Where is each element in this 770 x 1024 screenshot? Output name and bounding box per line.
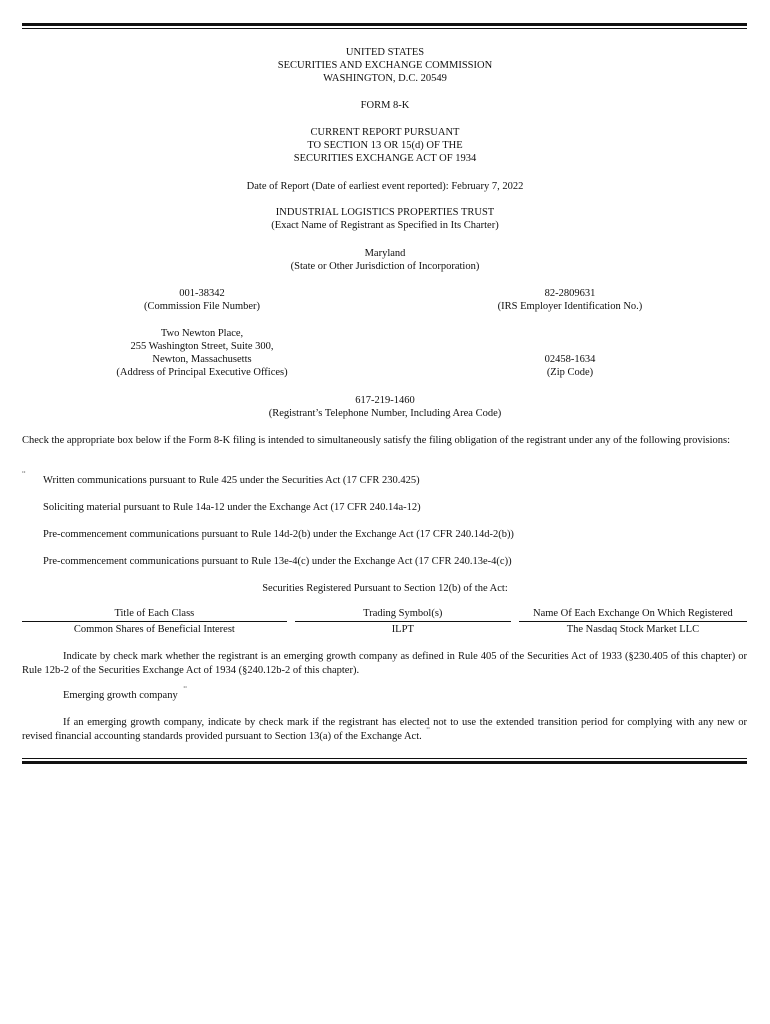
report-title — [0, 126, 770, 165]
file-number-block — [52, 287, 352, 313]
state-caption: (State or Other Jurisdiction of Incorporation) — [290, 261, 480, 272]
address-line-1: Two Newton Place, — [160, 328, 244, 339]
column-header-symbol: Trading Symbol(s) — [295, 607, 511, 622]
column-header-title: Title of Each Class — [22, 607, 287, 622]
irs-block — [420, 287, 720, 313]
header-line-1: UNITED STATES — [345, 47, 425, 58]
commission-header — [0, 46, 770, 85]
form-type: FORM 8-K — [360, 100, 410, 111]
zip-caption: (Zip Code) — [546, 367, 594, 378]
securities-header-row — [22, 607, 747, 622]
bottom-double-rule — [22, 758, 747, 764]
address-caption: (Address of Principal Executive Offices) — [116, 367, 288, 378]
state: Maryland — [364, 248, 406, 259]
registrant-name-block — [0, 206, 770, 232]
checkbox-egc[interactable]: ¨ — [183, 685, 187, 696]
header-line-2: SECURITIES AND EXCHANGE COMMISSION — [277, 60, 493, 71]
column-header-exchange: Name Of Each Exchange On Which Registered — [519, 607, 747, 622]
header-line-3: WASHINGTON, D.C. 20549 — [323, 73, 447, 84]
state-block — [0, 247, 770, 273]
securities-heading: Securities Registered Pursuant to Section 12(b) of the Act: — [262, 583, 508, 594]
irs-caption: (IRS Employer Identification No.) — [497, 301, 643, 312]
phone-caption: (Registrant’s Telephone Number, Including Area Code) — [268, 408, 502, 419]
cell-class-title: Common Shares of Beneficial Interest — [73, 624, 235, 635]
top-double-rule — [22, 23, 747, 29]
provision-pre-commencement-14d: Pre-commencement communications pursuant to Rule 14d-2(b) under the Exchange Act (17 CFR 240.14d-2(b)) — [43, 529, 514, 540]
egc-label: Emerging growth company — [63, 690, 178, 701]
irs-number: 82-2809631 — [544, 288, 596, 299]
report-title-line-1: CURRENT REPORT PURSUANT — [310, 127, 460, 138]
address-line-3: Newton, Massachusetts — [152, 354, 252, 365]
provision-written-communications: Written communications pursuant to Rule 425 under the Securities Act (17 CFR 230.425) — [43, 475, 420, 486]
report-title-line-2: TO SECTION 13 OR 15(d) OF THE — [307, 140, 463, 151]
report-title-line-3: SECURITIES EXCHANGE ACT OF 1934 — [293, 153, 477, 164]
transition-paragraph — [22, 716, 747, 743]
egc-line — [63, 685, 187, 702]
checkbox-written-communications[interactable]: ¨ — [22, 470, 26, 481]
cell-trading-symbol: ILPT — [391, 624, 414, 635]
zip-code: 02458-1634 — [544, 354, 596, 365]
file-number-caption: (Commission File Number) — [143, 301, 261, 312]
securities-table — [22, 607, 747, 636]
phone-number: 617-219-1460 — [355, 395, 415, 406]
address-block — [52, 327, 352, 379]
registrant-name-caption: (Exact Name of Registrant as Specified in Its Charter) — [271, 220, 499, 231]
check-intro: Check the appropriate box below if the Form 8-K filing is intended to simultaneously satisfy the filing obligation of the registrant under any of the following provisions: — [22, 435, 731, 446]
provision-pre-commencement-13e: Pre-commencement communications pursuant to Rule 13e-4(c) under the Exchange Act (17 CFR 240.13e-4(c)) — [43, 556, 512, 567]
transition-text: If an emerging growth company, indicate by check mark if the registrant has elected not to use the extended transition period for complying with any new or revised financial accounting standards provided pursuant to Section 13(a) of the Exchange Act. — [22, 717, 747, 742]
file-number: 001-38342 — [179, 288, 225, 299]
provision-soliciting-material: Soliciting material pursuant to Rule 14a-12 under the Exchange Act (17 CFR 240.14a-12) — [43, 502, 421, 513]
date-of-report: Date of Report (Date of earliest event reported): February 7, 2022 — [246, 181, 524, 192]
checkbox-transition[interactable]: ¨ — [426, 725, 430, 737]
zip-block — [420, 353, 720, 379]
phone-block — [0, 394, 770, 420]
address-line-2: 255 Washington Street, Suite 300, — [130, 341, 274, 352]
egc-paragraph: Indicate by check mark whether the registrant is an emerging growth company as defined in Rule 405 of the Securities Act of 1933 (§230.405 of this chapter) or Rule 12b-2 of the Securities Exchange Act of 1934 (§240.12b-2 of this chapter). — [22, 651, 747, 676]
registrant-name: INDUSTRIAL LOGISTICS PROPERTIES TRUST — [275, 207, 495, 218]
cell-exchange-name: The Nasdaq Stock Market LLC — [566, 624, 700, 635]
table-row — [22, 622, 747, 636]
